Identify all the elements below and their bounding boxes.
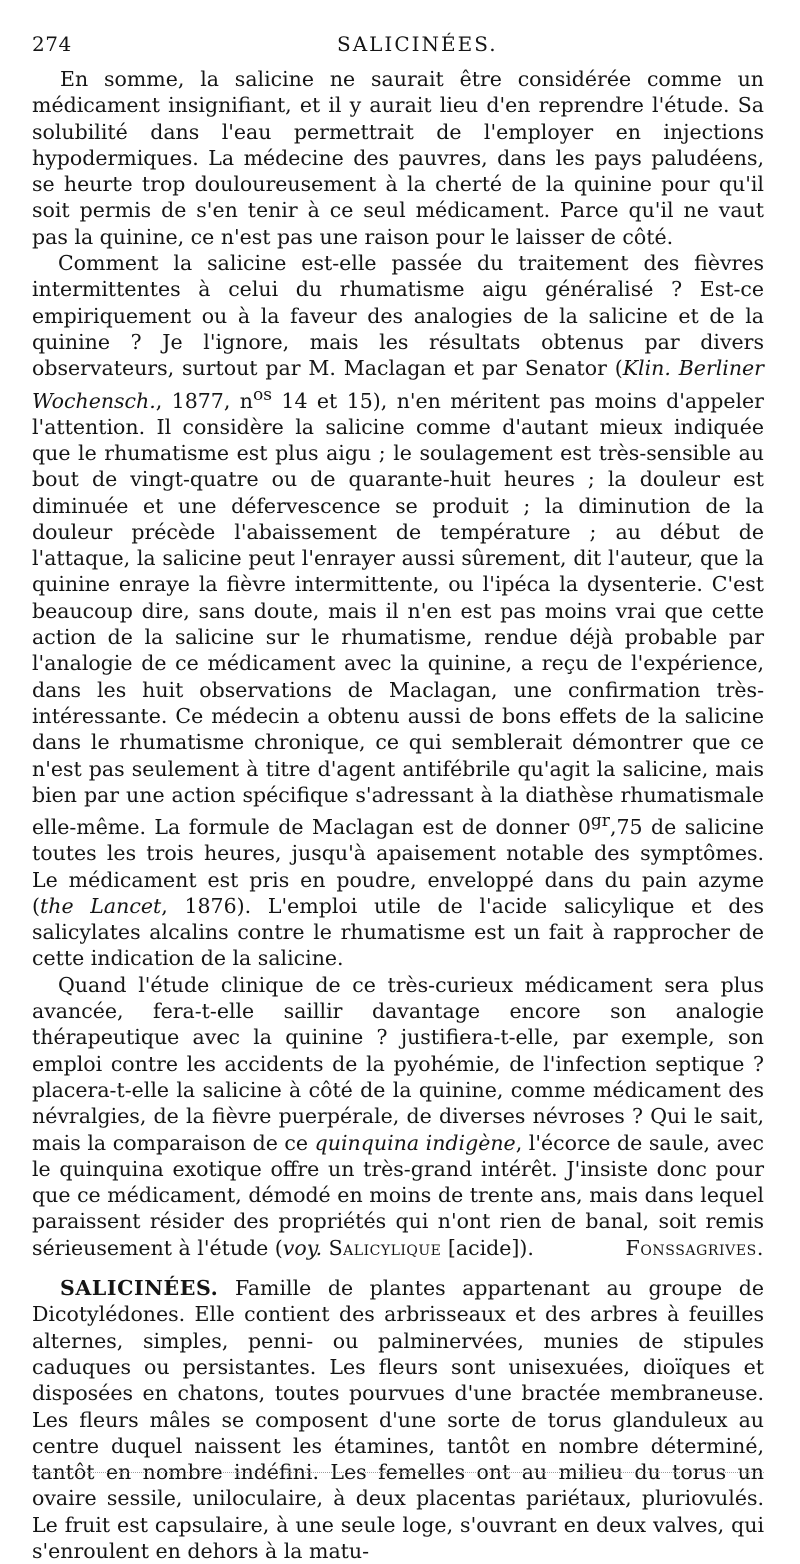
paragraph-text: Quand l'étude clinique de ce très-curieux médicament sera plus avancée, fera-t-elle saillir davantage encore son analogie thérapeutique avec la quinine ? justifiera-t-elle, par exemple, son emploi contre les accidents de la pyohémie, de l'infection septique ? placera-t-elle la salicine à côté de la quinine, comme médicament des névralgies, de la fièvre puerpérale, de diverses névroses ? Qui le sait, mais la comparaison de ce: [32, 972, 764, 1155]
author-signature: Fonssagrives.: [625, 1235, 764, 1260]
paragraph-somme: En somme, la salicine ne saurait être considérée comme un médicament insignifiant, et il y aurait lieu d'en reprendre l'étude. Sa solubilité dans l'eau permettrait de l'employer en injections hypodermiques. La médecine des pauvres, dans les pays paludéens, se heurte trop douloureusement à la cherté de la quinine pour qu'il soit permis de s'en tenir à ce seul médicament. Parce qu'il ne vaut pas la quinine, ce n'est pas une raison pour le laisser de côté.: [32, 67, 764, 249]
paragraph-text: [acide]).: [441, 1235, 534, 1260]
paragraph-text: , 1876). L'emploi utile de l'acide salicylique et des salicylates alcalins contre le rhumatisme est un fait à rapprocher de cette indication de la salicine.: [32, 893, 764, 971]
journal-title: Klin. Berliner Wochensch.: [32, 356, 764, 413]
paragraph-text: ,75 de salicine toutes les trois heures, jusqu'à apaisement notable des symptômes. Le médicament est pris en poudre, enveloppé dans du pain azyme (: [32, 814, 765, 918]
entry-headword: SALICINÉES.: [60, 1276, 219, 1301]
voy-abbrev: voy.: [282, 1235, 323, 1260]
paragraph-text: 14 et 15), n'en méritent pas moins d'appeler l'attention. Il considère la salicine comme d'autant mieux indiquée que le rhumatisme est plus aigu ; le soulagement est très-sensible au bout de vingt-quatre ou de quarante-huit heures ; la douleur est diminuée et une défervescence se produit ; la diminution de la douleur précède l'abaissement de température ; au début de l'attaque, la salicine peut l'enrayer aussi sûrement, dit l'auteur, que la quinine enraye la fièvre intermittente, ou l'ipéca la dysenterie. C'est beaucoup dire, sans doute, mais il n'en est pas moins vrai que cette action de la salicine sur le rhumatisme, rendue déjà probable par l'analogie de ce médicament avec la quinine, a reçu de l'expérience, dans les huit observations de Maclagan, une confirmation très-intéressante. Ce médecin a obtenu aussi de bons effets de la salicine dans le rhumatisme chronique, ce qui semblerait démontrer que ce n'est pas seulement à titre d'agent antifébrile qu'agit la salicine, mais bien par une action spécifique s'adressant à la diathèse rhumatismale elle-même. La formule de Maclagan est de donner 0: [32, 388, 764, 839]
paragraph-text: Comment la salicine est-elle passée du traitement des fièvres intermittentes à celui du rhumatisme aigu généralisé ? Est-ce empiriquement ou à la faveur des analogies de la salicine et de la quinine ? Je l'ignore, mais les résultats obtenus par divers observateurs, surtout par M. Maclagan et par Senator (: [32, 251, 764, 381]
superscript: os: [252, 384, 273, 405]
paragraph-rhumatisme: [32, 250, 764, 972]
entry-salicinees: [32, 1275, 764, 1564]
bottom-dotted-rule: [32, 1472, 764, 1473]
paragraph-text: , 1877, n: [155, 388, 253, 413]
entry-text: Famille de plantes appartenant au groupe de Dicotylédones. Elle contient des arbrisseaux et des arbres à feuilles alternes, simples, penni- ou palminervées, munies de stipules caduques ou persistantes. Les fleurs sont unisexuées, dioïques et disposées en chatons, toutes pourvues d'une bractée membraneuse. Les fleurs mâles se composent d'une sorte de torus glanduleux au centre duquel naissent les étamines, tantôt en nombre déterminé, tantôt en nombre indéfini. Les femelles ont au milieu du torus un ovaire sessile, uniloculaire, à deux placentas pariétaux, pluriovulés. Le fruit est capsulaire, à une seule loge, s'ouvrant en deux valves, qui s'enroulent en dehors à la matu-: [32, 1276, 764, 1563]
paragraph-text: , l'écorce de saule, avec le quinquina exotique offre un très-grand intérêt. J'insiste donc pour que ce médicament, démodé en moins de trente ans, mais dans lequel paraissent résider des propriétés qui n'ont rien de banal, soit remis sérieusement à l'étude (: [32, 1130, 764, 1260]
superscript: gr: [590, 811, 610, 832]
italic-term: quinquina indigène: [314, 1130, 516, 1155]
page-number: 274: [32, 32, 72, 56]
paragraph-quinquina: [32, 972, 764, 1261]
journal-title: the Lancet: [40, 893, 162, 918]
page: [32, 24, 764, 1564]
page-header: [32, 24, 764, 54]
running-head: SALICINÉES.: [337, 32, 498, 56]
cross-reference: Salicylique: [328, 1235, 442, 1260]
